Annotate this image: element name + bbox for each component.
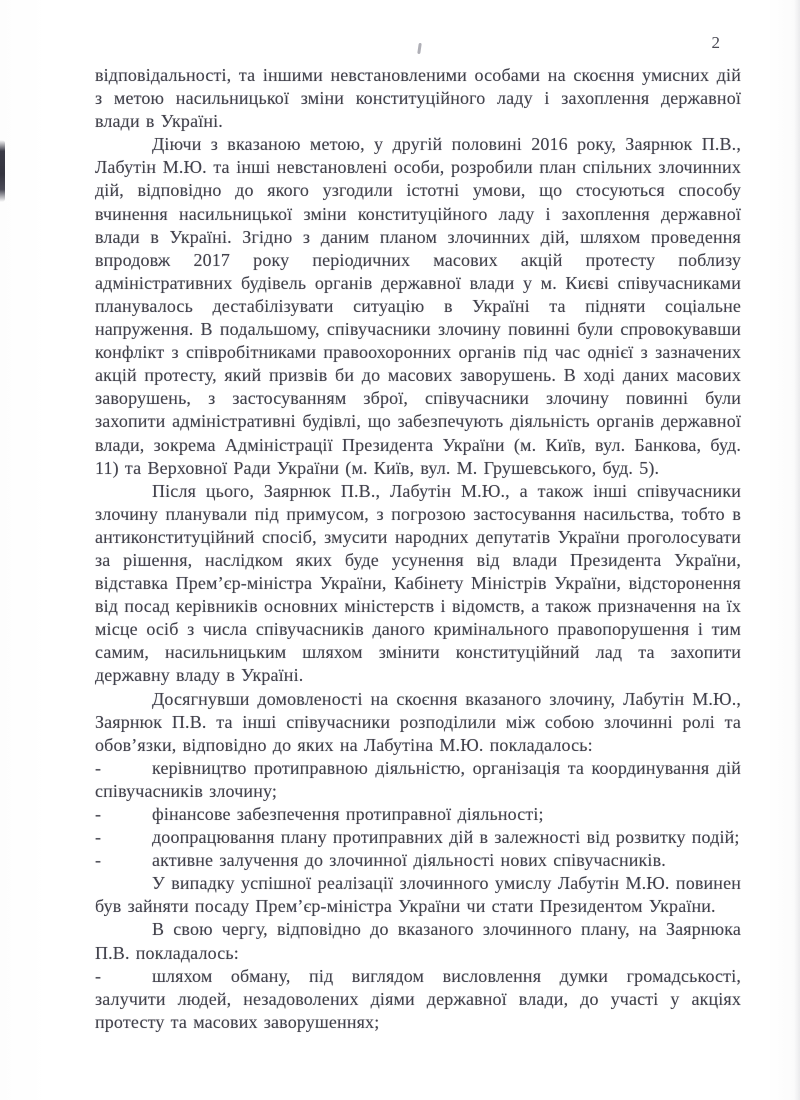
body-paragraph: Досягнувши домовленості на скоєння вказаного злочину, Лабутін М.Ю., Заярнюк П.В. та інші співучасники розподілили між собою злочинні ролі та обов’язки, відповідно до яких на Лабутіна М.Ю. покладалось:	[95, 688, 741, 755]
document-body	[95, 64, 741, 1034]
body-paragraph: В свою чергу, відповідно до вказаного злочинного плану, на Заярнюка П.В. покладалось:	[95, 919, 741, 963]
list-dash: -	[95, 850, 102, 871]
scan-artifact-speck	[417, 43, 422, 54]
list-dash: -	[95, 757, 102, 778]
list-item-text: керівництво протиправною діяльністю, організація та координування дій співучасників злочину;	[95, 757, 741, 801]
list-item-text: доопрацювання плану протиправних дій в залежності від розвитку подій;	[152, 827, 740, 848]
body-paragraph: Діючи з вказаною метою, у другій половині 2016 року, Заярнюк П.В., Лабутін М.Ю. та інші невстановлені особи, розробили план спільних злочинних дій, відповідно до якого узгодили істотні умови, що стосуються способу вчинення насильницької зміни конституційного ладу і захоплення державної влади в Україні. Згідно з даним планом злочинних дій, шляхом проведення впродовж 2017 року періодичних масових акцій протесту поблизу адміністративних будівель органів державної влади у м. Києві співучасниками планувалось дестабілізувати ситуацію в Україні та підняти соціальне напруження. В подальшому, співучасники злочину повинні були спровокувавши конфлікт з співробітниками правоохоронних органів під час однієї з зазначених акцій протесту, який призвів би до масових заворушень. В ході даних масових заворушень, з застосуванням зброї, співучасники злочину повинні були захопити адміністративні будівлі, що забезпечують діяльність органів державної влади, зокрема Адміністрації Президента України (м. Київ, вул. Банкова, буд. 11) та Верховної Ради України (м. Київ, вул. М. Грушевського, буд. 5).	[95, 134, 741, 478]
list-item-text: шляхом обману, під виглядом висловлення думки громадськості, залучити людей, незадоволених діями державної влади, до участі у акціях протесту та масових заворушеннях;	[95, 965, 741, 1032]
list-item	[95, 849, 741, 872]
page-number: 2	[711, 33, 720, 52]
list-item	[95, 826, 741, 849]
list-item-text: активне залучення до злочинної діяльності нових співучасників.	[152, 850, 666, 871]
list-item	[95, 757, 741, 803]
body-paragraph: відповідальності, та іншими невстановленими особами на скоєння умисних дій з метою насильницької зміни конституційного ладу і захоплення державної влади в Україні.	[95, 65, 741, 132]
scan-artifact-left-edge	[0, 140, 5, 202]
scan-artifact-right-shade	[794, 0, 800, 1100]
body-paragraph: У випадку успішної реалізації злочинного умислу Лабутін М.Ю. повинен був зайняти посаду Прем’єр-міністра України чи стати Президентом України.	[95, 873, 741, 917]
list-dash: -	[95, 965, 102, 986]
list-dash: -	[95, 827, 102, 848]
list-item-text: фінансове забезпечення протиправної діяльності;	[152, 804, 544, 824]
list-item	[95, 803, 741, 826]
list-dash: -	[95, 804, 102, 824]
list-item	[95, 965, 741, 1034]
body-paragraph: Після цього, Заярнюк П.В., Лабутін М.Ю., а також інші співучасники злочину планували під примусом, з погрозою застосування насильства, тобто в антиконституційний спосіб, змусити народних депутатів України проголосувати за рішення, наслідком яких буде усунення від влади Президента України, відставка Прем’єр-міністра України, Кабінету Міністрів України, відсторонення від посад керівників основних міністерств і відомств, а також призначення на їх місце осіб з числа співучасників даного кримінального правопорушення і тим самим, насильницьким шляхом змінити конституційний лад та захопити державну владу в Україні.	[95, 480, 741, 686]
